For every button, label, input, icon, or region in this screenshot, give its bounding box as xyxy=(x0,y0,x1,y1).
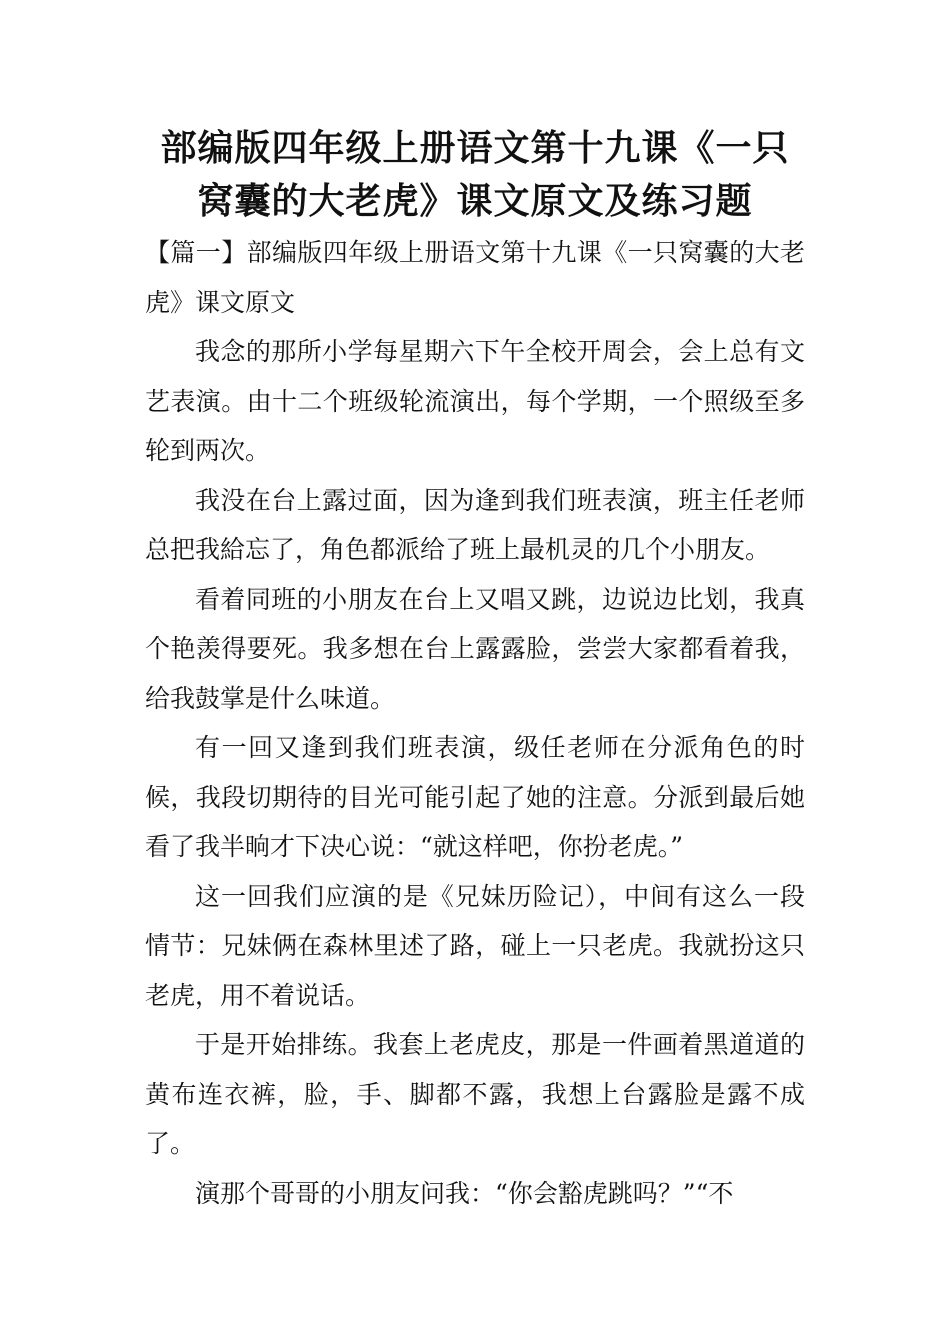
document-body xyxy=(145,228,805,1218)
section-heading: 【篇一】部编版四年级上册语文第十九课《一只窝囊的大老虎》课文原文 xyxy=(145,238,805,317)
paragraph: 于是开始排练。我套上老虎皮，那是一件画着黑道道的黄布连衣裤，脸，手、脚都不露，我想上台露脸是露不成了。 xyxy=(145,1030,805,1158)
paragraph: 我没在台上露过面，因为逢到我们班表演，班主任老师总把我給忘了，角色都派给了班上最机灵的几个小朋友。 xyxy=(145,485,805,564)
paragraph: 这一回我们应演的是《兄妹历险记），中间有这么一段情节：兄妹俩在森林里述了路，碰上一只老虎。我就扮这只老虎，用不着说话。 xyxy=(145,881,805,1010)
document-title: 部编版四年级上册语文第十九课《一只窝囊的大老虎》课文原文及练习题 xyxy=(160,128,790,222)
paragraph: 演那个哥哥的小朋友问我：“你会豁虎跳吗？”“不 xyxy=(195,1178,734,1208)
paragraph: 看着同班的小朋友在台上又唱又跳，边说边比划，我真个艳羡得要死。我多想在台上露露脸，尝尝大家都看着我，给我鼓掌是什么味道。 xyxy=(145,584,805,713)
paragraph: 有一回又逢到我们班表演，级任老师在分派角色的时候，我段切期待的目光可能引起了她的注意。分派到最后她看了我半晌才下决心说：“就这样吧，你扮老虎。” xyxy=(145,733,805,861)
paragraph: 我念的那所小学每星期六下午全校开周会，会上总有文艺表演。由十二个班级轮流演出，每个学期，一个照级至多轮到两次。 xyxy=(145,337,805,465)
